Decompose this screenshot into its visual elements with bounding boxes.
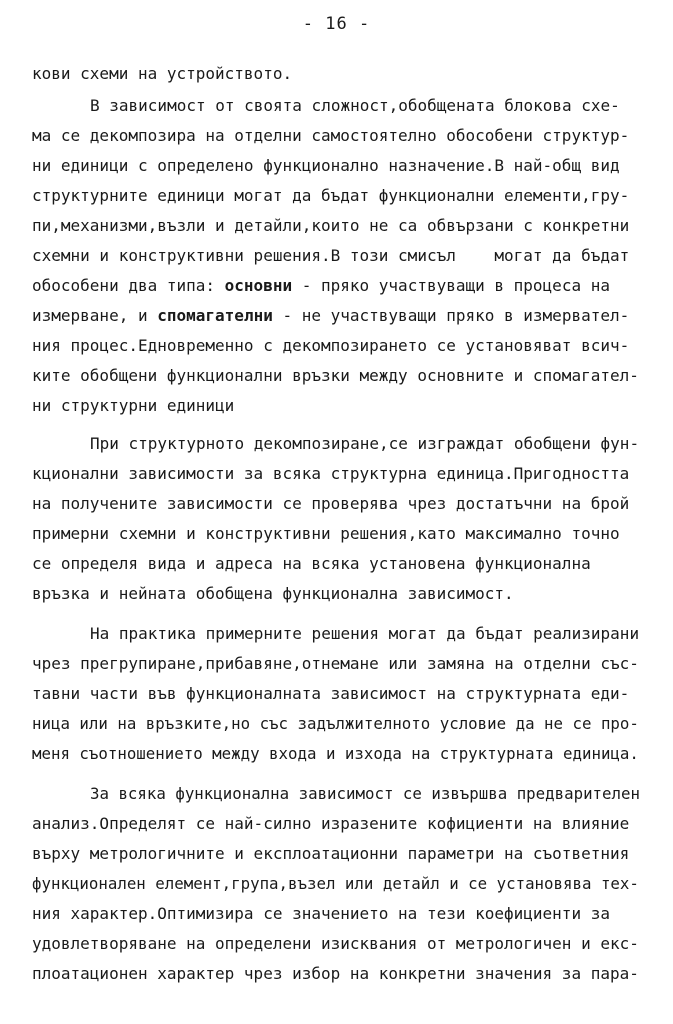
text-line-18: връзка и нейната обобщена функционална зависимост. xyxy=(32,584,514,603)
text-line-19: На практика примерните решения могат да бъдат реализирани xyxy=(90,624,640,643)
text-line-8 xyxy=(32,274,610,298)
text-line-27: функционален елемент,група,възел или детайл и се установява тех- xyxy=(32,874,639,893)
text-line-28: ния характер.Оптимизира се значението на тези коефициенти за xyxy=(32,904,610,923)
text-line-30: плоатационен характер чрез избор на конкретни значения за пара- xyxy=(32,964,639,983)
text-line-11: ките обобщени функционални връзки между основните и спомагател- xyxy=(32,366,639,385)
text-line-2: В зависимост от своята сложност,обобщената блокова схе- xyxy=(90,96,620,115)
text-line-7: схемни и конструктивни решения.В този смисъл могат да бъдат xyxy=(32,246,630,265)
text-line-20: чрез прегрупиране,прибавяне,отнемане или замяна на отделни със- xyxy=(32,654,639,673)
text-line-14: кционални зависимости за всяка структурна единица.Пригодността xyxy=(32,464,630,483)
term-basic: основни xyxy=(224,276,293,295)
text-line-5: структурните единици могат да бъдат функционални елементи,гру- xyxy=(32,186,630,205)
text-run: - пряко участвуващи в процеса на xyxy=(292,276,610,295)
text-line-4: ни единици с определено функционално назначение.В най-общ вид xyxy=(32,156,620,175)
page-number: - 16 - xyxy=(302,14,371,34)
text-line-26: върху метрологичните и експлоатационни параметри на съответния xyxy=(32,844,630,863)
text-line-16: примерни схемни и конструктивни решения,като максимално точно xyxy=(32,524,620,543)
text-line-29: удовлетворяване на определени изисквания от метрологичен и екс- xyxy=(32,934,639,953)
text-line-23: меня съотношението между входа и изхода на структурната единица. xyxy=(32,744,639,763)
text-line-13: При структурното декомпозиране,се изграждат обобщени фун- xyxy=(90,434,640,453)
text-line-6: пи,механизми,възли и детайли,които не са обвързани с конкретни xyxy=(32,216,630,235)
text-line-1: кови схеми на устройството. xyxy=(32,64,293,83)
term-auxiliary: спомагателни xyxy=(157,306,273,325)
text-line-15: на получените зависимости се проверява чрез достатъчни на брой xyxy=(32,494,630,513)
text-line-12: ни структурни единици xyxy=(32,396,235,415)
text-run: измерване, и xyxy=(32,306,158,325)
text-line-3: ма се декомпозира на отделни самостоятелно обособени структур- xyxy=(32,126,630,145)
text-run: - не участвуващи пряко в измервател- xyxy=(272,306,630,325)
text-line-22: ница или на връзките,но със задължителното условие да не се про- xyxy=(32,714,639,733)
text-line-10: ния процес.Едновременно с декомпозирането се установяват всич- xyxy=(32,336,630,355)
text-line-21: тавни части във функционалната зависимост на структурната еди- xyxy=(32,684,630,703)
text-line-17: се определя вида и адреса на всяка установена функционална xyxy=(32,554,591,573)
text-line-9 xyxy=(32,304,629,328)
text-line-24: За всяка функционална зависимост се извършва предварителен xyxy=(90,784,640,803)
text-run: обособени два типа: xyxy=(32,276,225,295)
text-line-25: анализ.Определят се най-силно изразените кофициенти на влияние xyxy=(32,814,630,833)
